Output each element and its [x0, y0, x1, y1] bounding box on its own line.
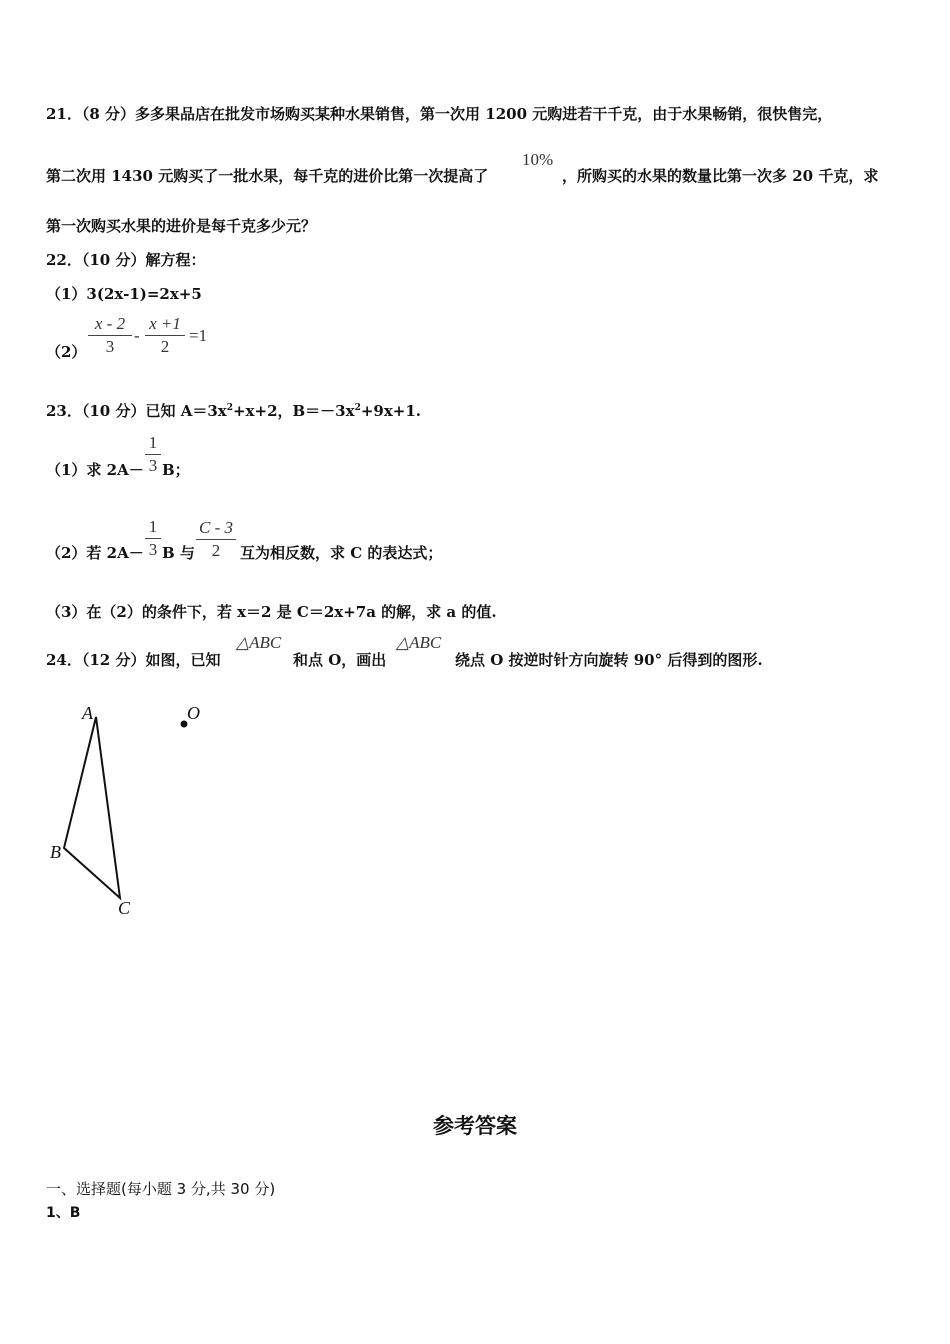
q22-title: 22．（10 分）解方程：: [46, 251, 206, 269]
q23-part1-prefix: （1）求 2A－: [46, 461, 144, 479]
q23-part2-suffix: 互为相反数，求 C 的表达式；: [240, 544, 443, 562]
q23-part1-suffix: B；: [162, 461, 190, 479]
answers-heading: 参考答案: [433, 1114, 517, 1138]
q22-fraction-1: [88, 314, 132, 357]
q22-part2-label: （2）: [46, 343, 87, 361]
q21-line1: 21．（8 分）多多果品店在批发市场购买某种水果销售，第一次用 1200 元购进若干千克，由于水果畅销，很快售完，: [46, 105, 833, 123]
label-o: O: [187, 703, 200, 723]
q21-line3: 第一次购买水果的进价是每千克多少元？: [46, 217, 317, 235]
q22-frac2-numerator: x +1: [149, 314, 181, 333]
q23-one-third-a: 1 3: [145, 433, 161, 476]
q21-line2b: ，所购买的水果的数量比第一次多 20 千克，求: [562, 167, 879, 185]
q22-rhs: =1: [189, 326, 208, 345]
q21-percent: 10%: [522, 150, 554, 169]
q23-part2-mid: B 与: [162, 544, 195, 562]
q24-triangle-1: △ABC: [236, 633, 282, 652]
q23-one-third-b: 1 3: [145, 517, 161, 560]
q24-text-b: 和点 O，画出: [293, 651, 387, 669]
q23-fraction-c: C - 3 2: [196, 518, 236, 561]
q22-frac1-denominator: 3: [105, 337, 115, 356]
triangle-abc: [64, 717, 120, 898]
q22-fraction-2: [145, 314, 185, 357]
q23-part3: （3）在（2）的条件下，若 x＝2 是 C＝2x+7a 的解，求 a 的值.: [46, 603, 497, 621]
q21-line2a: 第二次用 1430 元购买了一批水果，每千克的进价比第一次提高了: [46, 167, 489, 185]
answers-section-title: 一、选择题(每小题 3 分,共 30 分): [46, 1180, 276, 1198]
q22-minus: -: [134, 326, 140, 345]
q23-title: 23．（10 分）已知 $A=3x^2+x+2$，$B=-3x^2+9x+1$.: [46, 402, 422, 420]
q23-part2-prefix: （2）若 2A－: [46, 544, 144, 562]
label-b: B: [50, 842, 61, 862]
q22-part1: （1）3(2x-1)=2x+5: [46, 285, 202, 303]
q24-text-a: 24．（12 分）如图，已知: [46, 651, 221, 669]
label-a: A: [82, 703, 93, 723]
q22-frac1-numerator: x - 2: [94, 314, 126, 333]
answer-1: 1、B: [46, 1205, 81, 1221]
label-c: C: [118, 898, 131, 918]
q24-triangle-2: △ABC: [396, 633, 442, 652]
q22-frac2-denominator: 2: [160, 337, 170, 356]
q24-text-c: 绕点 O 按逆时针方向旋转 90° 后得到的图形.: [455, 651, 763, 669]
triangle-figure: [40, 695, 240, 925]
